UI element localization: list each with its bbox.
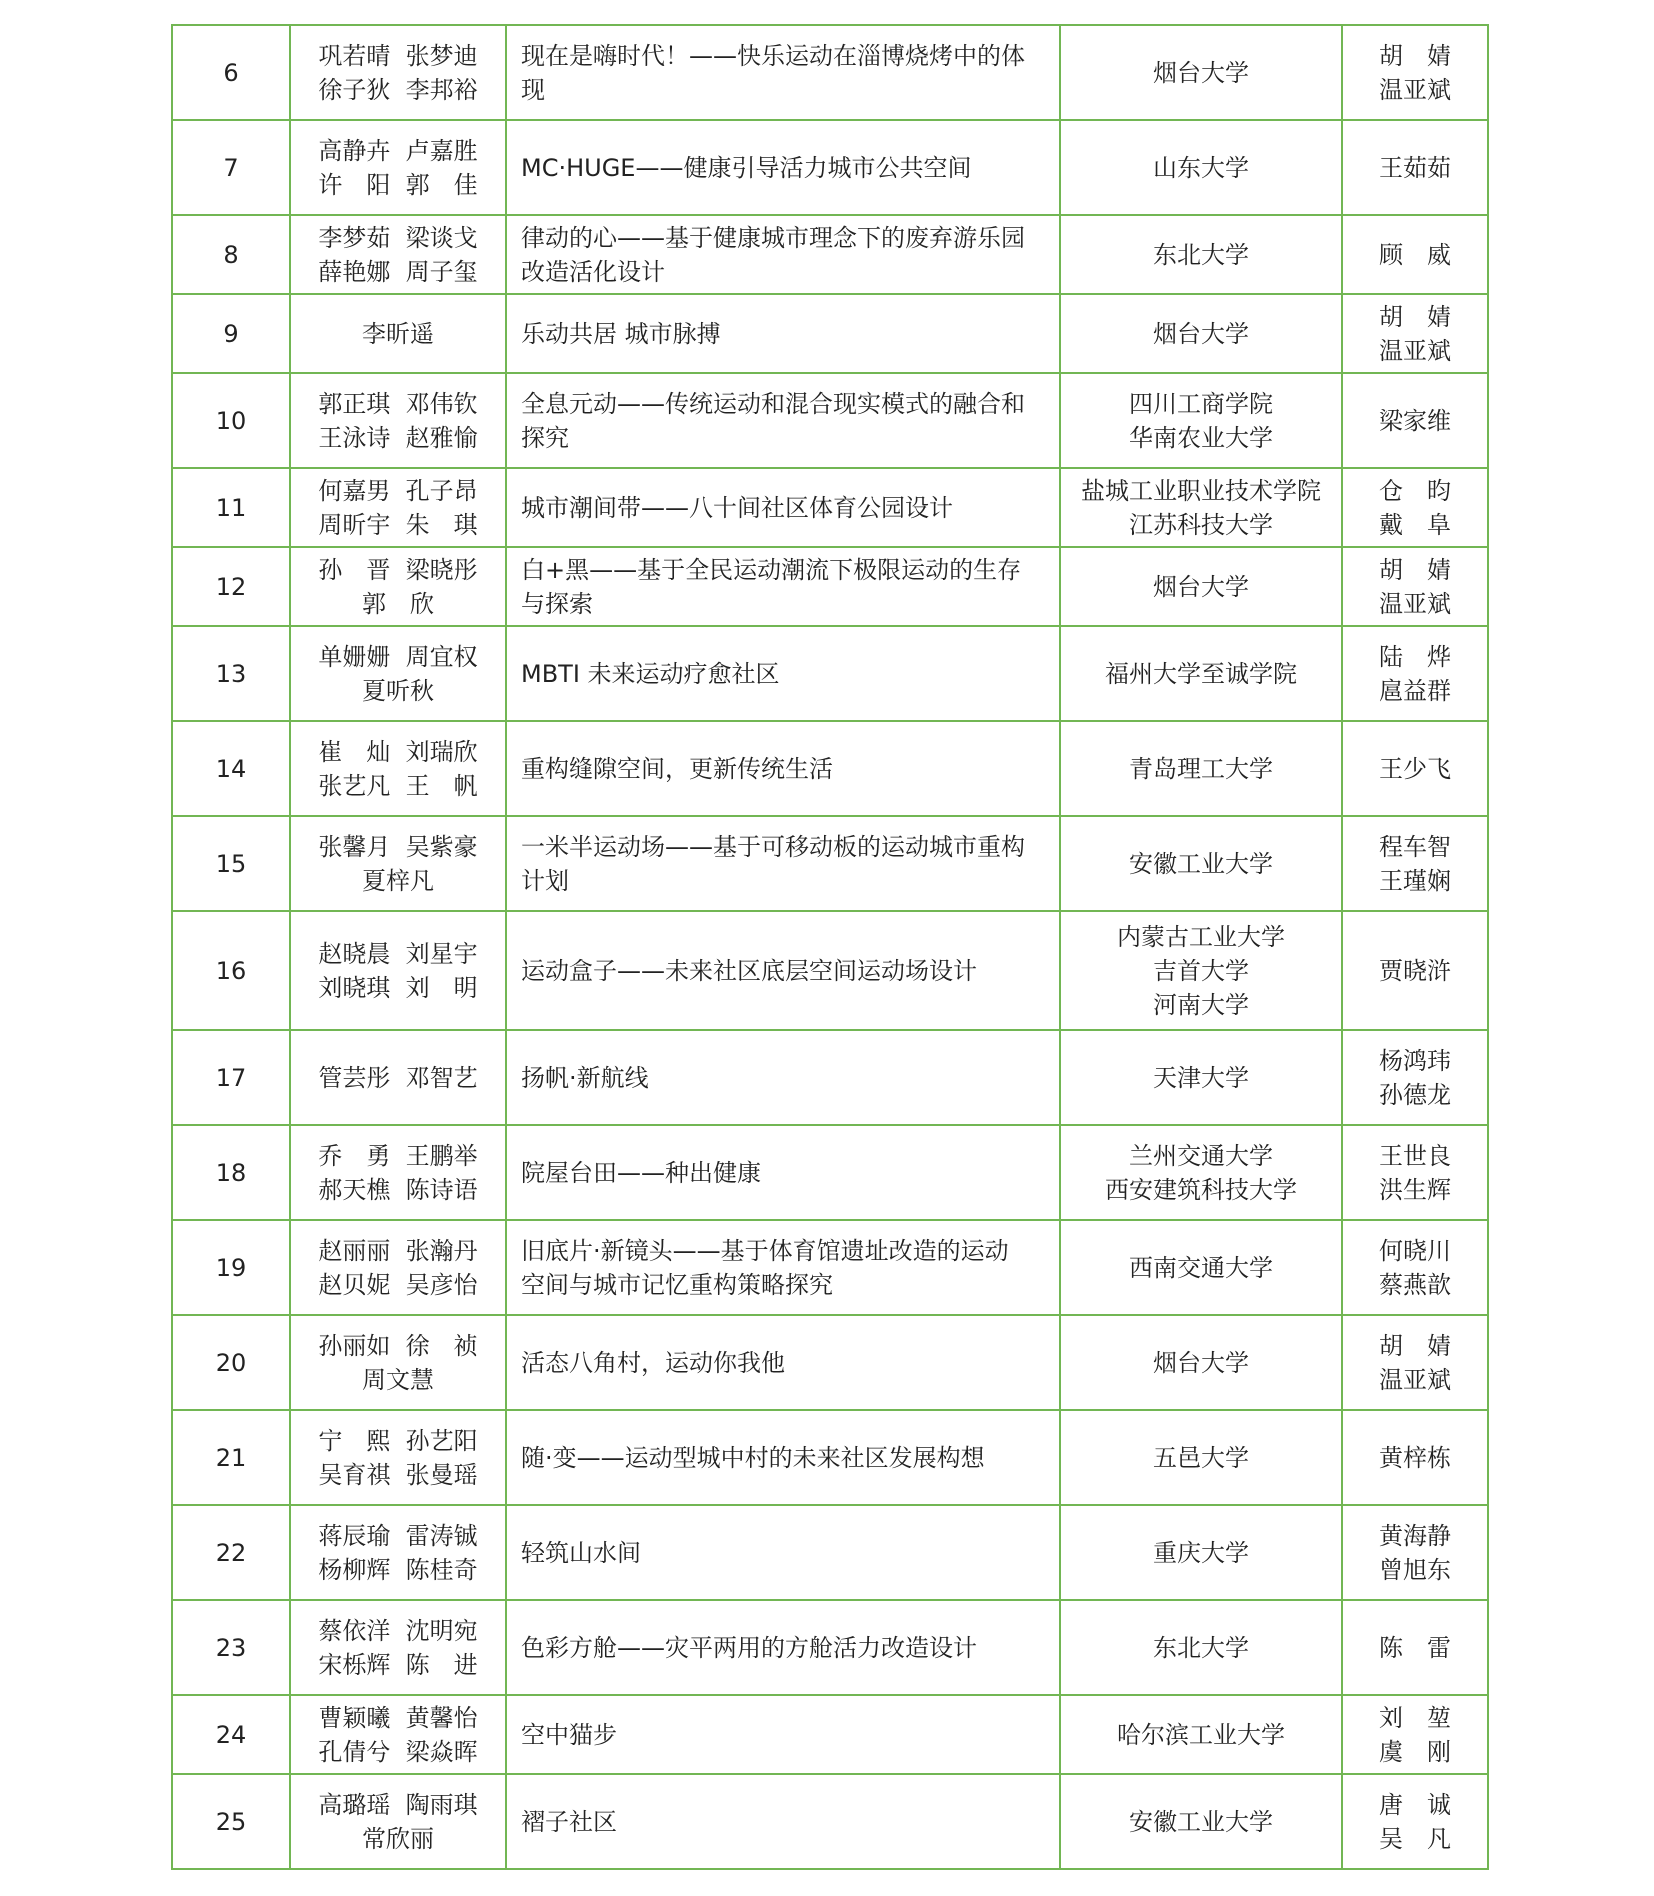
authors-cell [290, 1125, 506, 1220]
school-cell-line: 五邑大学 [1153, 1443, 1249, 1472]
project-title-cell-line: 现在是嗨时代！——快乐运动在淄博烧烤中的体 [521, 41, 1025, 70]
authors-cell-line: 管芸彤 邓智艺 [318, 1063, 478, 1092]
project-title-cell [506, 1030, 1060, 1125]
project-title-cell [506, 120, 1060, 215]
project-title-cell-line: MC·HUGE——健康引导活力城市公共空间 [521, 153, 972, 182]
tutor-cell [1342, 215, 1488, 294]
project-title-cell-line: 一米半运动场——基于可移动板的运动城市重构 [521, 832, 1025, 861]
authors-cell-line: 常欣丽 [362, 1824, 434, 1853]
school-cell [1060, 25, 1342, 120]
project-title-cell [506, 911, 1060, 1030]
school-cell [1060, 816, 1342, 911]
authors-cell [290, 25, 506, 120]
school-cell-line: 内蒙古工业大学 [1117, 922, 1285, 951]
authors-cell-line: 郭 欣 [362, 589, 434, 618]
table-row [172, 1774, 1488, 1869]
project-title-cell [506, 626, 1060, 721]
school-cell-line: 盐城工业职业技术学院 [1081, 476, 1321, 505]
project-title-cell-line: MBTI 未来运动疗愈社区 [521, 659, 780, 688]
row-number: 19 [172, 1220, 290, 1315]
authors-cell [290, 1695, 506, 1774]
table-row [172, 1315, 1488, 1410]
authors-cell-line: 赵晓晨 刘星宇 [318, 939, 478, 968]
tutor-cell-line: 扈益群 [1379, 676, 1451, 705]
authors-cell-line: 孔倩兮 梁焱晖 [318, 1737, 478, 1766]
project-title-cell [506, 1505, 1060, 1600]
authors-cell-line: 高静卉 卢嘉胜 [318, 136, 478, 165]
row-number: 17 [172, 1030, 290, 1125]
row-number: 6 [172, 25, 290, 120]
tutor-cell [1342, 1505, 1488, 1600]
table-row [172, 25, 1488, 120]
awards-table [171, 24, 1489, 1870]
project-title-cell-line: 律动的心——基于健康城市理念下的废弃游乐园 [521, 223, 1025, 252]
tutor-cell-line: 刘 堃 [1379, 1703, 1451, 1732]
project-title-cell [506, 1315, 1060, 1410]
authors-cell-line: 乔 勇 王鹏举 [318, 1141, 478, 1170]
project-title-cell [506, 1410, 1060, 1505]
row-number: 13 [172, 626, 290, 721]
school-cell-line: 江苏科技大学 [1129, 510, 1273, 539]
tutor-cell-line: 贾晓浒 [1379, 956, 1451, 985]
tutor-cell-line: 王世良 [1379, 1141, 1451, 1170]
project-title-cell-line: 活态八角村，运动你我他 [521, 1348, 785, 1377]
tutor-cell-line: 陈 雷 [1379, 1633, 1451, 1662]
tutor-cell-line: 温亚斌 [1379, 336, 1451, 365]
project-title-cell [506, 1125, 1060, 1220]
school-cell-line: 安徽工业大学 [1129, 849, 1273, 878]
authors-cell-line: 蔡依洋 沈明宛 [318, 1616, 478, 1645]
tutor-cell-line: 洪生辉 [1379, 1175, 1451, 1204]
school-cell-line: 天津大学 [1153, 1063, 1249, 1092]
tutor-cell [1342, 626, 1488, 721]
tutor-cell [1342, 468, 1488, 547]
authors-cell-line: 宁 熙 孙艺阳 [318, 1426, 478, 1455]
authors-cell-line: 周昕宇 朱 琪 [318, 510, 478, 539]
row-number: 8 [172, 215, 290, 294]
authors-cell-line: 郭正琪 邓伟钦 [318, 389, 478, 418]
school-cell [1060, 120, 1342, 215]
tutor-cell [1342, 25, 1488, 120]
authors-cell-line: 夏听秋 [362, 676, 434, 705]
table-row [172, 468, 1488, 547]
school-cell-line: 烟台大学 [1153, 1348, 1249, 1377]
table-row [172, 911, 1488, 1030]
row-number: 7 [172, 120, 290, 215]
table-row [172, 1505, 1488, 1600]
project-title-cell [506, 721, 1060, 816]
tutor-cell-line: 王茹茹 [1379, 153, 1451, 182]
project-title-cell-line: 白+黑——基于全民运动潮流下极限运动的生存 [521, 555, 1022, 584]
project-title-cell-line: 色彩方舱——灾平两用的方舱活力改造设计 [521, 1633, 977, 1662]
school-cell [1060, 1220, 1342, 1315]
school-cell-line: 西南交通大学 [1129, 1253, 1273, 1282]
tutor-cell [1342, 120, 1488, 215]
school-cell-line: 山东大学 [1153, 153, 1249, 182]
tutor-cell-line: 虞 刚 [1379, 1737, 1451, 1766]
tutor-cell [1342, 1315, 1488, 1410]
authors-cell-line: 吴育祺 张曼瑶 [318, 1460, 478, 1489]
project-title-cell-line: 褶子社区 [521, 1807, 617, 1836]
project-title-cell-line: 扬帆·新航线 [521, 1063, 649, 1092]
table-row [172, 816, 1488, 911]
authors-cell [290, 816, 506, 911]
authors-cell-line: 许 阳 郭 佳 [318, 170, 478, 199]
table-row [172, 1125, 1488, 1220]
tutor-cell-line: 孙德龙 [1379, 1080, 1451, 1109]
table-row [172, 120, 1488, 215]
school-cell-line: 兰州交通大学 [1129, 1141, 1273, 1170]
row-number: 21 [172, 1410, 290, 1505]
tutor-cell-line: 仓 昀 [1379, 476, 1451, 505]
project-title-cell-line: 旧底片·新镜头——基于体育馆遗址改造的运动 [521, 1236, 1009, 1265]
row-number: 16 [172, 911, 290, 1030]
authors-cell [290, 120, 506, 215]
project-title-cell-line: 全息元动——传统运动和混合现实模式的融合和 [521, 389, 1025, 418]
authors-cell-line: 赵丽丽 张瀚丹 [318, 1236, 478, 1265]
project-title-cell [506, 468, 1060, 547]
authors-cell-line: 郝天樵 陈诗语 [318, 1175, 478, 1204]
authors-cell [290, 1600, 506, 1695]
project-title-cell [506, 373, 1060, 468]
project-title-cell [506, 25, 1060, 120]
project-title-cell-line: 空中猫步 [521, 1720, 617, 1749]
project-title-cell-line: 改造活化设计 [521, 257, 665, 286]
school-cell [1060, 1125, 1342, 1220]
tutor-cell-line: 温亚斌 [1379, 1365, 1451, 1394]
authors-cell [290, 294, 506, 373]
table-row [172, 1695, 1488, 1774]
row-number: 23 [172, 1600, 290, 1695]
authors-cell-line: 徐子狄 李邦裕 [318, 75, 478, 104]
school-cell [1060, 1410, 1342, 1505]
school-cell [1060, 215, 1342, 294]
tutor-cell-line: 胡 婧 [1379, 41, 1451, 70]
school-cell [1060, 1774, 1342, 1869]
tutor-cell-line: 杨鸿玮 [1379, 1046, 1451, 1075]
school-cell-line: 安徽工业大学 [1129, 1807, 1273, 1836]
tutor-cell [1342, 1695, 1488, 1774]
authors-cell-line: 赵贝妮 吴彦怡 [318, 1270, 478, 1299]
authors-cell-line: 张艺凡 王 帆 [318, 771, 478, 800]
school-cell [1060, 626, 1342, 721]
table-row [172, 547, 1488, 626]
authors-cell-line: 周文慧 [362, 1365, 434, 1394]
tutor-cell-line: 王瑾娴 [1379, 866, 1451, 895]
school-cell-line: 烟台大学 [1153, 319, 1249, 348]
tutor-cell-line: 胡 婧 [1379, 1331, 1451, 1360]
school-cell-line: 西安建筑科技大学 [1105, 1175, 1297, 1204]
school-cell [1060, 1695, 1342, 1774]
table-row [172, 1220, 1488, 1315]
authors-cell-line: 王泳诗 赵雅愉 [318, 423, 478, 452]
authors-cell [290, 1410, 506, 1505]
authors-cell [290, 1030, 506, 1125]
authors-cell-line: 杨柳辉 陈桂奇 [318, 1555, 478, 1584]
authors-cell [290, 626, 506, 721]
project-title-cell-line: 重构缝隙空间，更新传统生活 [521, 754, 833, 783]
project-title-cell-line: 运动盒子——未来社区底层空间运动场设计 [521, 956, 977, 985]
table-row [172, 373, 1488, 468]
tutor-cell-line: 曾旭东 [1379, 1555, 1451, 1584]
row-number: 12 [172, 547, 290, 626]
authors-cell [290, 721, 506, 816]
authors-cell [290, 1505, 506, 1600]
school-cell-line: 河南大学 [1153, 990, 1249, 1019]
tutor-cell [1342, 1220, 1488, 1315]
project-title-cell-line: 随·变——运动型城中村的未来社区发展构想 [521, 1443, 985, 1472]
authors-cell [290, 911, 506, 1030]
project-title-cell [506, 1695, 1060, 1774]
school-cell [1060, 294, 1342, 373]
tutor-cell-line: 戴 阜 [1379, 510, 1451, 539]
tutor-cell-line: 唐 诚 [1379, 1790, 1451, 1819]
school-cell [1060, 1030, 1342, 1125]
tutor-cell-line: 顾 威 [1379, 240, 1451, 269]
project-title-cell-line: 计划 [521, 866, 569, 895]
project-title-cell-line: 探究 [521, 423, 569, 452]
school-cell-line: 四川工商学院 [1129, 389, 1273, 418]
school-cell [1060, 468, 1342, 547]
authors-cell-line: 孙 晋 梁晓彤 [318, 555, 478, 584]
awards-table-body [172, 25, 1488, 1869]
authors-cell-line: 李梦茹 梁谈戈 [318, 223, 478, 252]
authors-cell-line: 巩若晴 张梦迪 [318, 41, 478, 70]
tutor-cell-line: 吴 凡 [1379, 1824, 1451, 1853]
tutor-cell-line: 何晓川 [1379, 1236, 1451, 1265]
tutor-cell-line: 温亚斌 [1379, 589, 1451, 618]
authors-cell [290, 468, 506, 547]
tutor-cell-line: 温亚斌 [1379, 75, 1451, 104]
table-row [172, 1600, 1488, 1695]
project-title-cell-line: 现 [521, 75, 545, 104]
project-title-cell-line: 乐动共居 城市脉搏 [521, 319, 721, 348]
row-number: 15 [172, 816, 290, 911]
school-cell-line: 烟台大学 [1153, 58, 1249, 87]
school-cell [1060, 373, 1342, 468]
tutor-cell-line: 胡 婧 [1379, 302, 1451, 331]
tutor-cell-line: 王少飞 [1379, 754, 1451, 783]
school-cell-line: 重庆大学 [1153, 1538, 1249, 1567]
table-row [172, 1410, 1488, 1505]
tutor-cell [1342, 1125, 1488, 1220]
row-number: 14 [172, 721, 290, 816]
project-title-cell [506, 1600, 1060, 1695]
school-cell-line: 东北大学 [1153, 1633, 1249, 1662]
table-row [172, 215, 1488, 294]
table-row [172, 721, 1488, 816]
school-cell-line: 福州大学至诚学院 [1105, 659, 1297, 688]
authors-cell-line: 崔 灿 刘瑞欣 [318, 737, 478, 766]
project-title-cell-line: 城市潮间带——八十间社区体育公园设计 [521, 493, 953, 522]
row-number: 22 [172, 1505, 290, 1600]
authors-cell [290, 1774, 506, 1869]
tutor-cell-line: 黄梓栋 [1379, 1443, 1451, 1472]
row-number: 24 [172, 1695, 290, 1774]
authors-cell [290, 1220, 506, 1315]
tutor-cell-line: 黄海静 [1379, 1521, 1451, 1550]
school-cell-line: 东北大学 [1153, 240, 1249, 269]
tutor-cell-line: 胡 婧 [1379, 555, 1451, 584]
table-row [172, 1030, 1488, 1125]
row-number: 10 [172, 373, 290, 468]
authors-cell-line: 高璐瑶 陶雨琪 [318, 1790, 478, 1819]
project-title-cell [506, 1220, 1060, 1315]
row-number: 9 [172, 294, 290, 373]
tutor-cell-line: 程车智 [1379, 832, 1451, 861]
project-title-cell-line: 与探索 [521, 589, 593, 618]
row-number: 11 [172, 468, 290, 547]
school-cell [1060, 547, 1342, 626]
authors-cell-line: 曹颖曦 黄馨怡 [318, 1703, 478, 1732]
table-row [172, 294, 1488, 373]
school-cell-line: 烟台大学 [1153, 572, 1249, 601]
tutor-cell-line: 陆 烨 [1379, 642, 1451, 671]
tutor-cell [1342, 1410, 1488, 1505]
tutor-cell [1342, 373, 1488, 468]
authors-cell-line: 李昕遥 [362, 319, 434, 348]
authors-cell-line: 单姗姗 周宜权 [318, 642, 478, 671]
authors-cell-line: 何嘉男 孔子昂 [318, 476, 478, 505]
row-number: 25 [172, 1774, 290, 1869]
authors-cell-line: 薛艳娜 周子玺 [318, 257, 478, 286]
school-cell-line: 吉首大学 [1153, 956, 1249, 985]
authors-cell-line: 张馨月 吴紫豪 [318, 832, 478, 861]
tutor-cell [1342, 911, 1488, 1030]
project-title-cell [506, 1774, 1060, 1869]
tutor-cell [1342, 721, 1488, 816]
authors-cell [290, 215, 506, 294]
authors-cell-line: 宋栎辉 陈 进 [318, 1650, 478, 1679]
authors-cell-line: 孙丽如 徐 祯 [318, 1331, 478, 1360]
row-number: 20 [172, 1315, 290, 1410]
school-cell [1060, 911, 1342, 1030]
row-number: 18 [172, 1125, 290, 1220]
tutor-cell [1342, 1774, 1488, 1869]
school-cell [1060, 721, 1342, 816]
school-cell-line: 华南农业大学 [1129, 423, 1273, 452]
project-title-cell [506, 294, 1060, 373]
project-title-cell-line: 空间与城市记忆重构策略探究 [521, 1270, 833, 1299]
table-row [172, 626, 1488, 721]
tutor-cell [1342, 1600, 1488, 1695]
school-cell [1060, 1600, 1342, 1695]
authors-cell-line: 夏梓凡 [362, 866, 434, 895]
tutor-cell [1342, 294, 1488, 373]
project-title-cell [506, 547, 1060, 626]
school-cell [1060, 1315, 1342, 1410]
authors-cell [290, 1315, 506, 1410]
tutor-cell [1342, 816, 1488, 911]
authors-cell [290, 373, 506, 468]
authors-cell-line: 蒋辰瑜 雷涛铖 [318, 1521, 478, 1550]
project-title-cell-line: 院屋台田——种出健康 [521, 1158, 761, 1187]
project-title-cell-line: 轻筑山水间 [521, 1538, 641, 1567]
tutor-cell [1342, 1030, 1488, 1125]
school-cell-line: 哈尔滨工业大学 [1117, 1720, 1285, 1749]
tutor-cell-line: 梁家维 [1379, 406, 1451, 435]
school-cell [1060, 1505, 1342, 1600]
project-title-cell [506, 816, 1060, 911]
tutor-cell [1342, 547, 1488, 626]
project-title-cell [506, 215, 1060, 294]
school-cell-line: 青岛理工大学 [1129, 754, 1273, 783]
authors-cell [290, 547, 506, 626]
tutor-cell-line: 蔡燕歆 [1379, 1270, 1451, 1299]
authors-cell-line: 刘晓琪 刘 明 [318, 973, 478, 1002]
